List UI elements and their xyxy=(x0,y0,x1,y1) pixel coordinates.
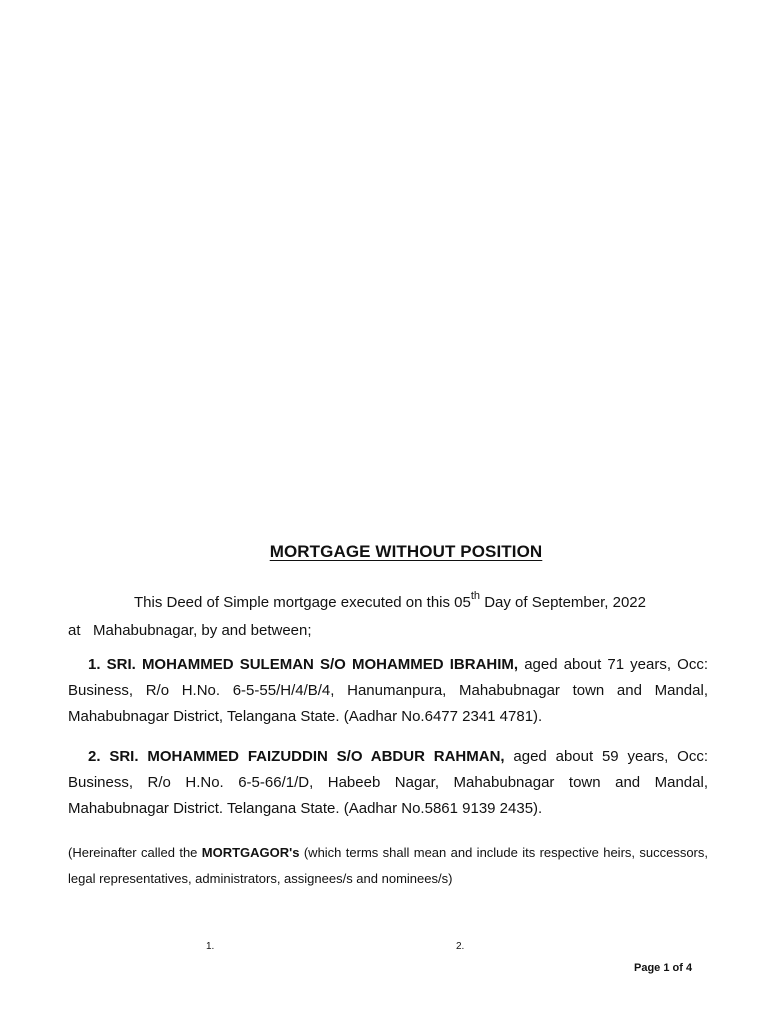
intro-superscript: th xyxy=(470,590,481,602)
intro-text-part1: This Deed of Simple mortgage executed on this 05 xyxy=(134,594,471,611)
hereinafter-clause xyxy=(68,840,708,892)
signature-1-label: 1. xyxy=(206,941,215,952)
hereinafter-suffix: (which terms shall mean and include its respective heirs, successors, legal representatives, administrators, assignees/s and nominees/s) xyxy=(68,845,709,886)
party-2-details: aged about 59 years, Occ: Business, R/o H.No. 6-5-66/1/D, Habeeb Nagar, Mahabubnagar town and Mandal, Mahabubnagar District. Telangana State. (Aadhar No.5861 9139 2435). xyxy=(68,748,708,817)
mortgagor-term: MORTGAGOR's xyxy=(201,845,300,860)
party-1-details: aged about 71 years, Occ: Business, R/o H.No. 6-5-55/H/4/B/4, Hanumanpura, Mahabubnagar town and Mandal, Mahabubnagar District, Telangana State. (Aadhar No.6477 2341 4781). xyxy=(68,656,708,725)
party-1 xyxy=(68,652,708,730)
party-2 xyxy=(68,744,708,822)
signature-2-label: 2. xyxy=(456,941,465,952)
intro-text-part2: Day of September, 2022 xyxy=(480,594,646,611)
party-1-name: SRI. MOHAMMED SULEMAN S/O MOHAMMED IBRAHIM, xyxy=(106,656,519,673)
deed-intro xyxy=(68,584,708,645)
party-1-number: 1. xyxy=(88,656,101,673)
party-2-number: 2. xyxy=(88,748,101,765)
intro-line-2: at Mahabubnagar, by and between; xyxy=(68,622,312,639)
party-2-lead xyxy=(68,748,505,765)
page-number: Page 1 of 4 xyxy=(634,962,693,974)
document-title: MORTGAGE WITHOUT POSITION xyxy=(269,542,543,561)
intro-line-1 xyxy=(68,584,708,617)
party-1-lead xyxy=(68,656,518,673)
hereinafter-prefix: (Hereinafter called the xyxy=(68,845,202,860)
party-2-name: SRI. MOHAMMED FAIZUDDIN S/O ABDUR RAHMAN, xyxy=(109,748,505,765)
